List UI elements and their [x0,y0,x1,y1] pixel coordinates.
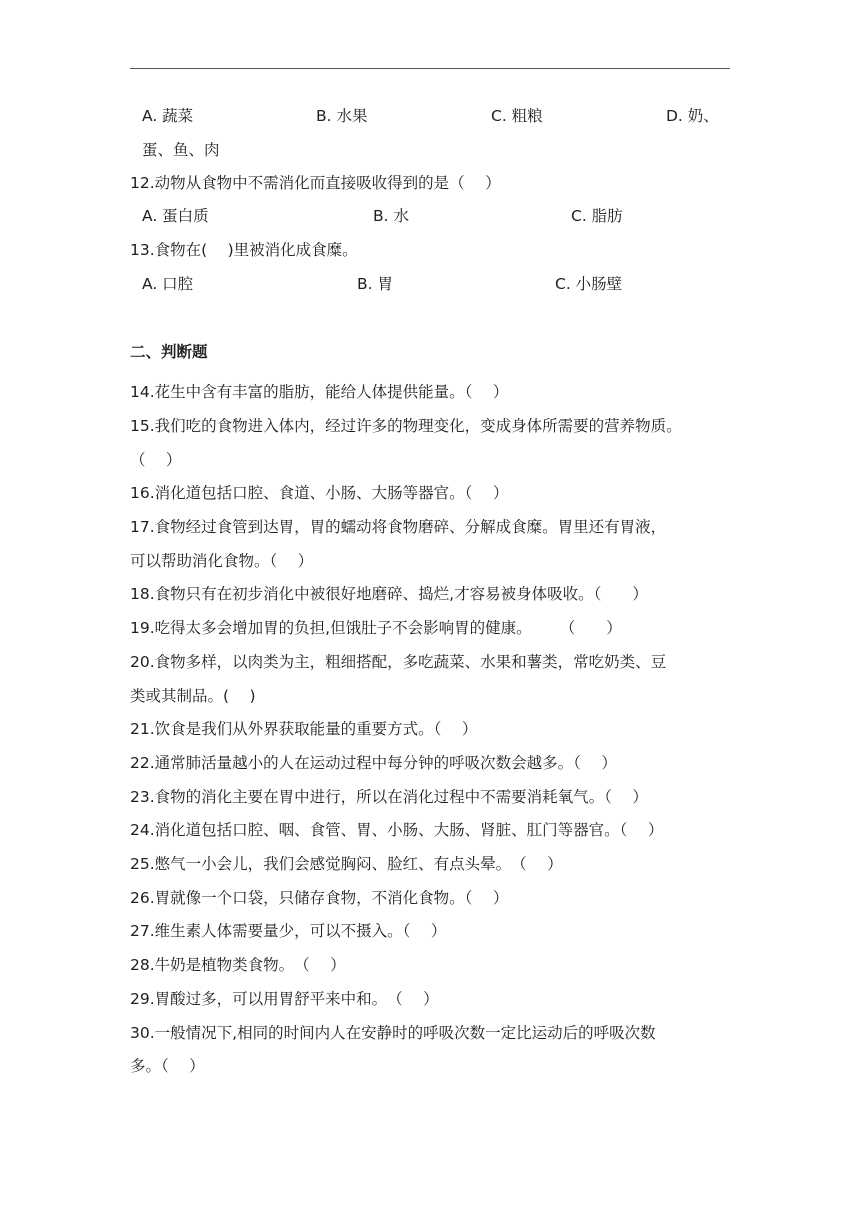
question-15-continuation: （ ） [130,451,182,469]
question-30-continuation: 多。（ ） [130,1057,205,1075]
question-13: 13.食物在( )里被消化成食糜。 [130,241,358,259]
question-29: 29.胃酸过多，可以用胃舒平来中和。 （ ） [130,990,439,1008]
question-15: 15.我们吃的食物进入体内，经过许多的物理变化，变成身体所需要的营养物质。 [130,417,682,435]
q13-option-b[interactable]: B. 胃 [357,275,393,293]
question-17: 17.食物经过食管到达胃，胃的蠕动将食物磨碎、分解成食糜。胃里还有胃液， [130,518,667,536]
question-24: 24.消化道包括口腔、咽、食管、胃、小肠、大肠、肾脏、肛门等器官。（ ） [130,821,664,839]
q12-option-a[interactable]: A. 蛋白质 [142,207,209,225]
question-17-continuation: 可以帮助消化食物。（ ） [130,552,314,570]
question-20-continuation: 类或其制品。( ) [130,687,256,705]
header-rule [130,68,730,69]
q12-option-b[interactable]: B. 水 [373,207,409,225]
q12-option-c[interactable]: C. 脂肪 [571,207,623,225]
q11-option-d-continuation: 蛋、鱼、肉 [142,141,220,159]
question-21: 21.饮食是我们从外界获取能量的重要方式。（ ） [130,720,478,738]
question-27: 27.维生素人体需要量少，可以不摄入。（ ） [130,922,447,940]
q13-option-a[interactable]: A. 口腔 [142,275,194,293]
question-30: 30.一般情况下,相同的时间内人在安静时的呼吸次数一定比运动后的呼吸次数 [130,1024,656,1042]
question-18: 18.食物只有在初步消化中被很好地磨碎、捣烂,才容易被身体吸收。（ ） [130,585,648,603]
q11-option-d[interactable]: D. 奶、 [666,107,719,125]
section-title-true-false: 二、判断题 [130,343,208,361]
question-23: 23.食物的消化主要在胃中进行，所以在消化过程中不需要消耗氧气。（ ） [130,788,648,806]
question-14: 14.花生中含有丰富的脂肪，能给人体提供能量。（ ） [130,383,509,401]
question-22: 22.通常肺活量越小的人在运动过程中每分钟的呼吸次数会越多。（ ） [130,754,617,772]
question-12: 12.动物从食物中不需消化而直接吸收得到的是（ ） [130,174,501,192]
question-28: 28.牛奶是植物类食物。 （ ） [130,956,346,974]
question-19: 19.吃得太多会增加胃的负担,但饿肚子不会影响胃的健康。 （ ） [130,619,622,637]
question-16: 16.消化道包括口腔、食道、小肠、大肠等器官。（ ） [130,484,509,502]
question-26: 26.胃就像一个口袋，只储存食物，不消化食物。（ ） [130,889,509,907]
q13-option-c[interactable]: C. 小肠壁 [555,275,623,293]
question-25: 25.憋气一小会儿，我们会感觉胸闷、脸红、有点头晕。 （ ） [130,855,563,873]
q11-option-c[interactable]: C. 粗粮 [491,107,543,125]
question-20: 20.食物多样，以肉类为主，粗细搭配，多吃蔬菜、水果和薯类，常吃奶类、豆 [130,653,667,671]
q11-option-a[interactable]: A. 蔬菜 [142,107,194,125]
q11-option-b[interactable]: B. 水果 [316,107,368,125]
